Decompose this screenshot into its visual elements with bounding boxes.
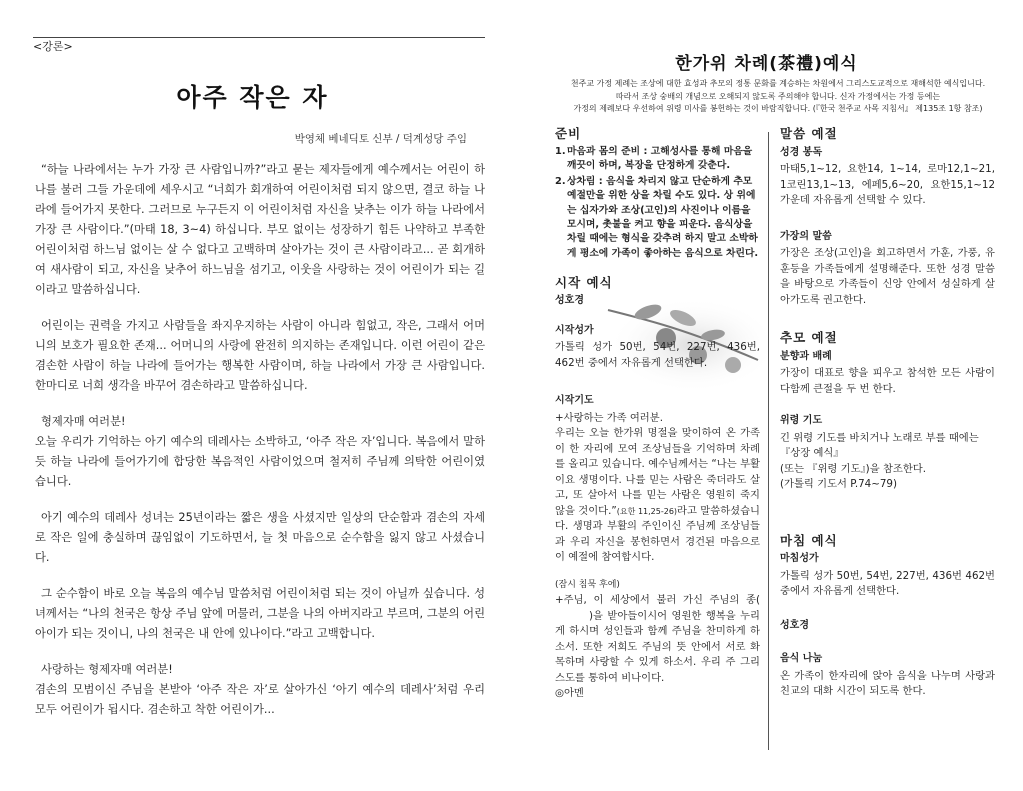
sermon-paragraph: 아기 예수의 데레사 성녀는 25년이라는 짧은 생을 사셨지만 일상의 단순함과 겸손의 자세로 작은 일에 충실하며 끊임없이 기도하면서, 늘 첫 마음으로 순수함을 잃지 않고 사셨습니다.: [35, 511, 485, 564]
word-heading: 말씀 예절: [780, 126, 838, 141]
opening-prayer-greeting: +사랑하는 가족 여러분.: [555, 411, 663, 424]
prayer-part: 우리는 오늘 한가위 명절을 맞이하여 온 가족이 한 자리에 모여 조상님들을 기억하며 차례를 올리고 있습니다. 예수님께서는 “나는 부활이요 생명이다. 나를 믿는 사람은 죽더라도 살고, 또 살아서 나를 믿는 사람은 영원히 죽지 않을 것이다.”: [555, 427, 760, 517]
meal-title: 음식 나눔: [780, 653, 823, 664]
reading-text: 마태5,1~12, 요한14, 1~14, 로마12,1~21, 1코린13,1~13, 에페5,6~20, 요한15,1~12 가운데 자유롭게 선택할 수 있다.: [780, 163, 995, 206]
list-item: [555, 175, 760, 261]
sermon-paragraph: 어린이는 권력을 가지고 사람들을 좌지우지하는 사람이 아니라 힘없고, 작은, 그래서 어머니의 보호가 필요한 존재... 어머니의 사랑에 완전히 의지하는 존재입니다. 이런 어린이 같은 겸손한 사람이 하늘 나라에 들어가는 행복한 사람이며, 하늘 나라에서 가장 큰 사람입니다. 한마디로 너희 생각을 바꾸어 겸손하라고 말씀하십니다.: [35, 319, 485, 392]
requiem-prayer-text: (또는 『위령 기도』)을 참조한다.: [780, 462, 926, 475]
opening-hymn-text: 가톨릭 성가 50번, 54번, 227번, 436번, 462번 중에서 자유롭게 선택한다.: [555, 341, 760, 369]
list-item: [555, 145, 760, 174]
left-page: [0, 0, 505, 791]
requiem-prayer-text: 긴 위령 기도를 바치거나 노래로 부를 때에는 『상장 예식』: [780, 431, 979, 459]
sermon-body: [35, 160, 485, 736]
prayer-for-deceased: [555, 593, 760, 686]
reading-title: 성경 봉독: [780, 146, 823, 158]
sermon-paragraph: 그 순수함이 바로 오늘 복음의 예수님 말씀처럼 어린이처럼 되는 것이 아닐까 싶습니다. 성녀께서는 “나의 천국은 항상 주님 앞에 머물러, 그분을 나의 아버지라고 부르며, 그분의 어린아이가 되는 것이니, 나의 천국은 내 안에 있나이다.”라고 고백합니다.: [35, 587, 485, 640]
item-text: 상차림 : 음식을 차리지 않고 단순하게 추모 예절만을 위한 상을 차릴 수도 있다. 상 위에는 십자가와 조상(고인)의 사진이나 이름을 모시며, 촛불을 켜고 향을 피운다. 음식상을 차릴 때에는 형식을 갖추려 하지 말고 소박하게 평소에 가족이 좋아하는 음식으로 차린다.: [567, 176, 759, 259]
left-column: [555, 126, 760, 702]
opening-prayer-title: 시작기도: [555, 395, 594, 407]
column-divider: [768, 132, 769, 750]
silence-note: (잠시 침묵 후에): [555, 579, 620, 590]
section-tag: <강론>: [33, 40, 73, 53]
requiem-prayer-text: (가톨릭 기도서 P.74~79): [780, 478, 897, 490]
intro-line: 가정의 제례보다 우선하여 위령 미사를 봉헌하는 것이 바람직합니다. (『한국 천주교 사목 지침서』 제135조 1항 참조): [573, 104, 983, 113]
incense-text: 가장이 대표로 향을 피우고 참석한 모든 사람이 다함께 큰절을 두 번 한다.: [780, 367, 995, 395]
homily-text: 가장은 조상(고인)을 회고하면서 가훈, 가풍, 유훈등을 가족들에게 설명해준다. 또한 성경 말씀을 바탕으로 가족들이 신앙 안에서 성실하게 살아가도록 권고한다.: [780, 247, 995, 306]
scripture-ref: (요한 11,25-26): [616, 506, 678, 516]
intro-line: 따라서 조상 숭배의 개념으로 오해되지 않도록 주의해야 합니다. 신자 가정에서는 가정 등에는: [615, 91, 941, 101]
opening-heading: 시작 예식: [555, 274, 613, 290]
sermon-title: 아주 작은 자: [176, 83, 329, 112]
sermon-paragraph: “하늘 나라에서는 누가 가장 큰 사람입니까?”라고 묻는 제자들에게 예수께서는 어린이 하나를 불러 그들 가운데에 세우시고 “너희가 회개하여 어린이처럼 되지 않으면, 결코 하늘 나라에 들어가지 못한다. 그러므로 누구든지 이 어린이처럼 자신을 낮추는 이가 하늘 나라에서 가장 큰 사람이다.”(마태 18, 3~4) 하십니다. 부모 없이는 성장하기 힘든 나약하고 부족한 어린이처럼 하느님 없이는 살 수 없다고 고백하며 살아가는 것이 큰 사람이라고... 곧 회개하여 새사람이 되고, 자신을 낮추어 하느님을 섬기고, 이웃을 사랑하는 것이 어린이가 되는 길이라고 말씀하십니다.: [35, 163, 485, 296]
intro-note: [553, 78, 1003, 116]
opening-prayer-text: [555, 426, 760, 566]
intro-line: 천주교 가정 제례는 조상에 대한 효성과 추모의 정통 문화를 계승하는 차원에서 그리스도교적으로 재해석한 예식입니다.: [570, 79, 986, 88]
sign-of-cross: 성호경: [555, 295, 584, 307]
closing-sign-of-cross: 성호경: [780, 619, 809, 631]
item-text: 마음과 몸의 준비 : 고해성사를 통해 마음을 깨끗이 하며, 복장을 단정하게 갖춘다.: [567, 145, 753, 171]
item-number: 2.: [555, 176, 566, 188]
closing-heading: 마침 예식: [780, 532, 838, 548]
memorial-heading: 추모 예절: [780, 330, 838, 345]
prep-heading: 준비: [555, 126, 582, 141]
right-column: [780, 126, 995, 712]
requiem-prayer-title: 위령 기도: [780, 415, 823, 426]
prep-list: [555, 145, 760, 261]
homily-title: 가장의 말씀: [780, 230, 832, 242]
prayer-part: +주님, 이 세상에서 불러 가신 주님의 종(: [555, 594, 760, 607]
closing-hymn-title: 마침성가: [780, 553, 819, 564]
sermon-paragraph: 사랑하는 형제자매 여러분! 겸손의 모범이신 주님을 본받아 ‘아주 작은 자’로 살아가신 ‘아기 예수의 데레사’처럼 우리 모두 어린이가 됩시다. 겸손하고 착한 어린이가...: [35, 663, 485, 716]
incense-title: 분향과 배례: [780, 350, 832, 362]
header-rule: [33, 37, 485, 38]
opening-hymn-title: 시작성가: [555, 324, 594, 336]
amen: ◎아멘: [555, 687, 584, 700]
closing-hymn-text: 가톨릭 성가 50번, 54번, 227번, 436번 462번 중에서 자유롭게 선택한다.: [780, 569, 995, 597]
ritual-title: 한가위 차례(茶禮)예식: [675, 54, 858, 74]
item-number: 1.: [555, 145, 566, 157]
prayer-part: )을 받아들이시어 영원한 행복을 누리게 하시며 성인들과 함께 주님을 찬미하게 하소서. 또한 저희도 주님의 뜻 안에서 서로 화목하며 사랑할 수 있게 하소서. 우리 주 그리스도를 통하여 비나이다.: [555, 609, 760, 684]
byline: 박영체 베네딕토 신부 / 덕계성당 주임: [294, 133, 467, 145]
meal-text: 온 가족이 한자리에 앉아 음식을 나누며 사랑과 친교의 대화 시간이 되도록 한다.: [780, 669, 995, 697]
prayer-part: 라고 말씀하셨습니다. 생명과 부활의 주인이신 주님께 조상님들과 우리 자신을 봉헌하면서 경건된 마음으로 이 예절에 참여합시다.: [555, 504, 760, 564]
sermon-paragraph: 형제자매 여러분! 오늘 우리가 기억하는 아기 예수의 데레사는 소박하고, ‘아주 작은 자’입니다. 복음에서 말하듯 하늘 나라에 들어가기에 합당한 복음적인 사람이었으며 철저히 주님께 의탁한 어린이였습니다.: [35, 415, 485, 488]
right-page: [510, 0, 1023, 791]
